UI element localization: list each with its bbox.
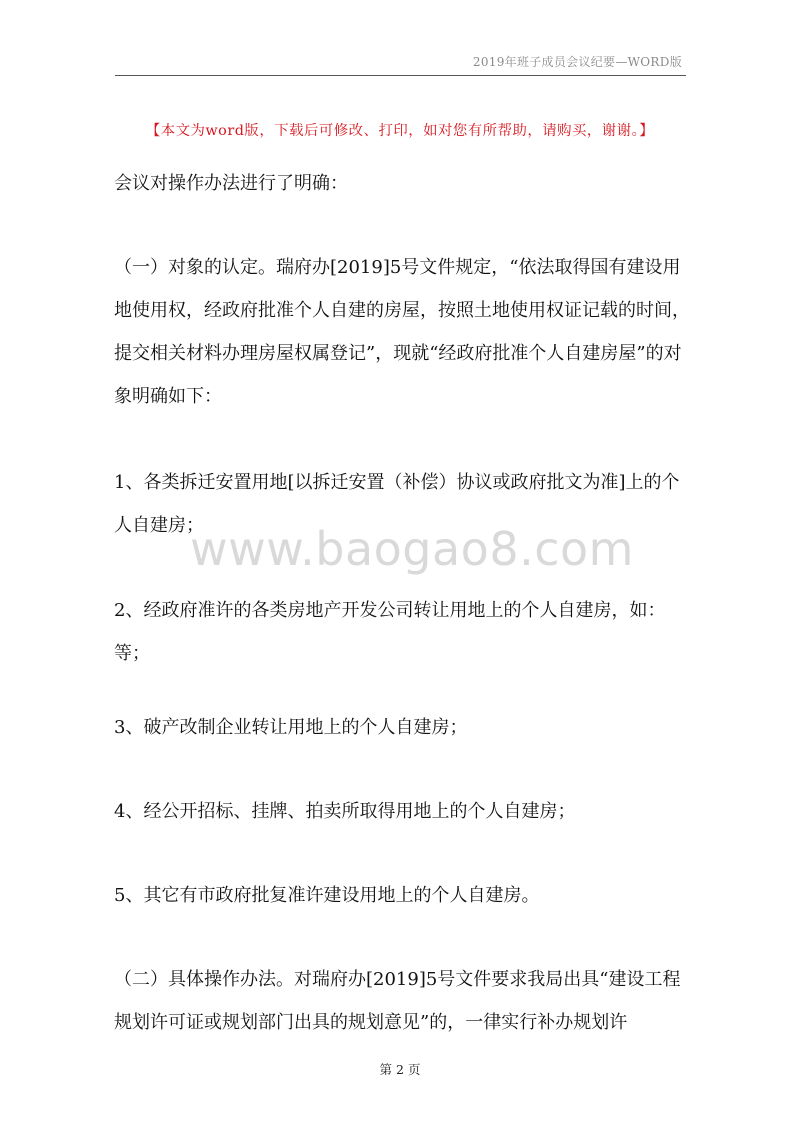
page-number: 第 2 页 xyxy=(379,1062,421,1077)
page-header-title: 2019年班子成员会议纪要—WORD版 xyxy=(472,55,682,69)
paragraph-intro: 会议对操作办法进行了明确： xyxy=(114,173,348,194)
list-item-3: 3、破产改制企业转让用地上的个人自建房； xyxy=(114,717,468,738)
purchase-notice: 【本文为word版，下载后可修改、打印，如对您有所帮助，请购买，谢谢。】 xyxy=(145,123,655,139)
header-divider xyxy=(115,75,686,76)
paragraph-section-1: （一）对象的认定。瑞府办[2019]5号文件规定，“依法取得国有建设用地使用权，经政府批准个人自建的房屋，按照土地使用权证记载的时间，提交相关材料办理房屋权属登记”，现就“经政府批准个人自建房屋”的对象明确如下： xyxy=(114,257,690,407)
list-item-1: 1、各类拆迁安置用地[以拆迁安置（补偿）协议或政府批文为准]上的个人自建房； xyxy=(114,472,680,536)
list-item-5: 5、其它有市政府批复准许建设用地上的个人自建房。 xyxy=(114,885,540,906)
watermark: www.baogao8.com xyxy=(190,522,634,576)
list-item-2: 2、经政府准许的各类房地产开发公司转让用地上的个人自建房，如：等； xyxy=(114,600,666,664)
list-item-4: 4、经公开招标、挂牌、拍卖所取得用地上的个人自建房； xyxy=(114,801,576,822)
paragraph-section-2: （二）具体操作办法。对瑞府办[2019]5号文件要求我局出具“建设工程规划许可证或规划部门出具的规划意见”的，一律实行补办规划许 xyxy=(114,969,681,1033)
